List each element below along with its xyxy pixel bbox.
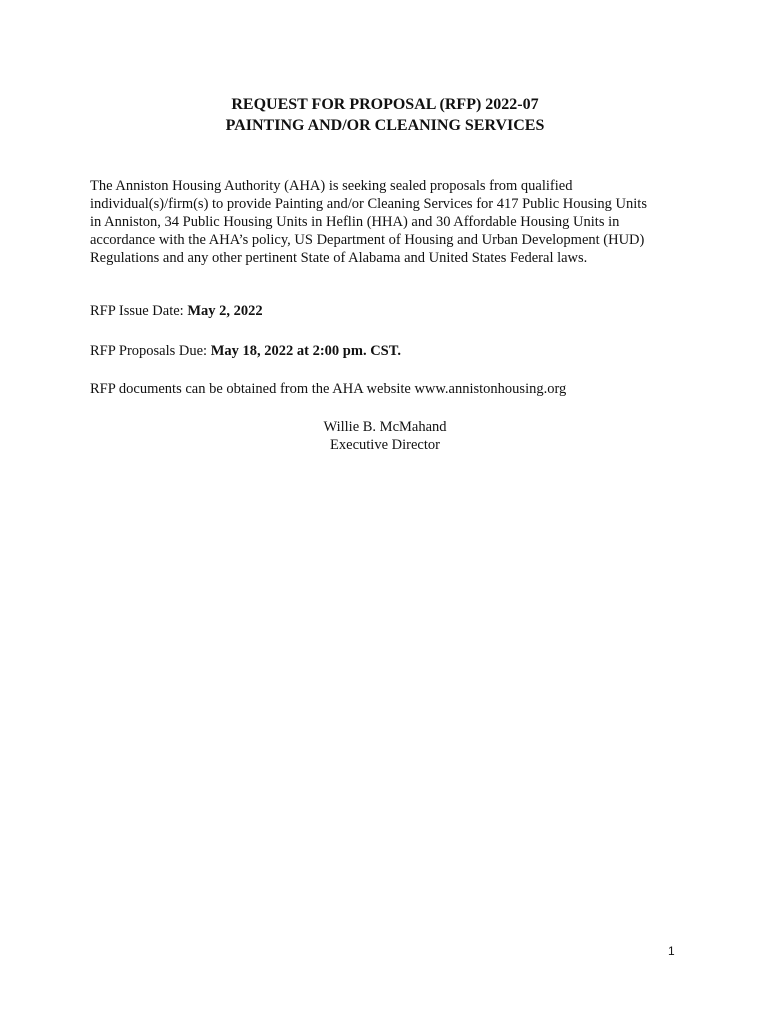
- intro-line: individual(s)/firm(s) to provide Painting and/or Cleaning Services for 417 Public Housing Units: [90, 196, 647, 212]
- proposals-due-field: [90, 342, 401, 360]
- intro-line: in Anniston, 34 Public Housing Units in Heflin (HHA) and 30 Affordable Housing Units in: [90, 214, 620, 230]
- proposals-due-label: RFP Proposals Due:: [90, 343, 211, 359]
- issue-date-value: May 2, 2022: [187, 303, 263, 319]
- documents-note: RFP documents can be obtained from the AHA website www.annistonhousing.org: [90, 381, 567, 397]
- intro-line: Regulations and any other pertinent State of Alabama and United States Federal laws.: [90, 250, 588, 266]
- signature-block: [0, 418, 770, 454]
- document-title: [0, 94, 770, 136]
- page-number: 1: [668, 944, 675, 958]
- proposals-due-value: May 18, 2022 at 2:00 pm. CST.: [210, 343, 401, 359]
- issue-date-field: [90, 302, 263, 320]
- intro-line: accordance with the AHA’s policy, US Department of Housing and Urban Development (HUD): [90, 232, 645, 248]
- title-line-1: REQUEST FOR PROPOSAL (RFP) 2022-07: [231, 96, 539, 113]
- issue-date-label: RFP Issue Date:: [90, 303, 188, 319]
- intro-line: The Anniston Housing Authority (AHA) is seeking sealed proposals from qualified: [90, 178, 573, 194]
- intro-paragraph: [90, 177, 680, 267]
- signatory-title: Executive Director: [330, 437, 440, 453]
- title-line-2: PAINTING AND/OR CLEANING SERVICES: [225, 117, 545, 134]
- signatory-name: Willie B. McMahand: [323, 419, 447, 435]
